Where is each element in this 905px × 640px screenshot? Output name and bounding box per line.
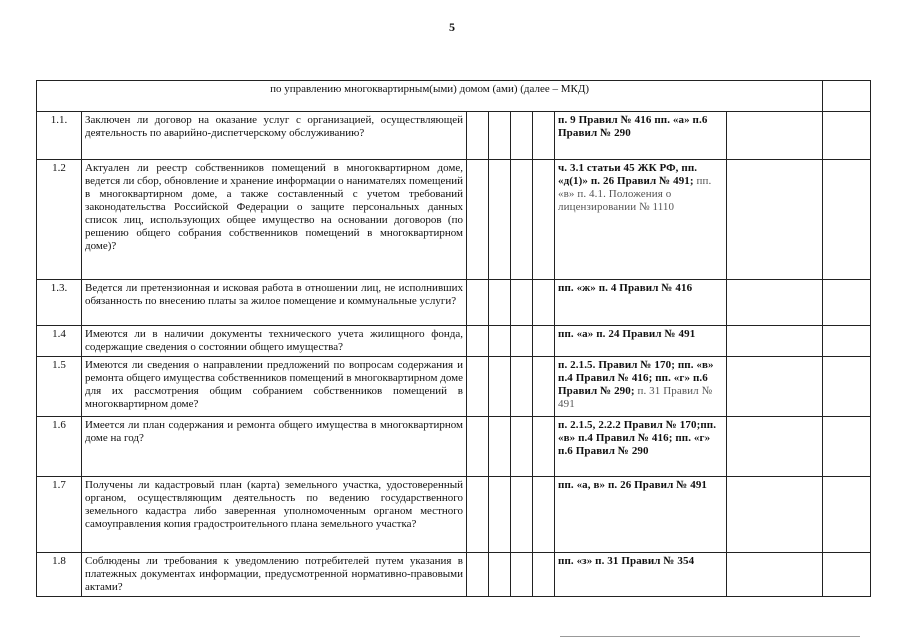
table-row: [37, 477, 871, 553]
reference-note: п. 31 Правил № 491: [558, 385, 713, 410]
reference-text: ч. 3.1 статьи 45 ЖК РФ, пп. «д(1)» п. 26 Правил № 491;: [558, 162, 698, 187]
row-number: 1.6: [37, 417, 82, 477]
table-row: [37, 417, 871, 477]
row-question: Имеется ли план содержания и ремонта общего имущества в многоквартирном доме на год?: [82, 417, 467, 477]
table-cell: [533, 477, 555, 553]
table-cell: [489, 553, 511, 597]
row-question: Имеются ли в наличии документы технического учета жилищного фонда, содержащие сведения о состоянии общего имущества?: [82, 326, 467, 357]
table-cell: [467, 280, 489, 326]
table-cell: [823, 81, 871, 112]
table-cell: [533, 357, 555, 417]
table-cell: [823, 477, 871, 553]
table-cell: [727, 280, 823, 326]
table-cell: [823, 357, 871, 417]
table-cell: [489, 326, 511, 357]
table-cell: [533, 160, 555, 280]
table-cell: [823, 553, 871, 597]
row-number: 1.3.: [37, 280, 82, 326]
page-number: 5: [449, 20, 455, 34]
table-cell: [467, 112, 489, 160]
row-reference: [555, 477, 727, 553]
table-cell: [467, 553, 489, 597]
table-cell: [489, 417, 511, 477]
checklist-table: [36, 80, 871, 597]
row-reference: [555, 280, 727, 326]
table-row: [37, 553, 871, 597]
row-question: Ведется ли претензионная и исковая работа в отношении лиц, не исполнивших обязанность по внесению платы за жилое помещение и коммунальные услуги?: [82, 280, 467, 326]
table-cell: [489, 112, 511, 160]
row-reference: [555, 553, 727, 597]
table-cell: [489, 477, 511, 553]
table-cell: [489, 280, 511, 326]
reference-text: пп. «а, в» п. 26 Правил № 491: [558, 479, 708, 491]
table-row: [37, 326, 871, 357]
table-row: [37, 160, 871, 280]
table-cell: [511, 357, 533, 417]
table-cell: [467, 357, 489, 417]
row-reference: [555, 417, 727, 477]
table-cell: [511, 553, 533, 597]
reference-text: п. 9 Правил № 416 пп. «а» п.6 Правил № 290: [558, 114, 708, 139]
table-header-row: [37, 81, 871, 112]
table-cell: [533, 326, 555, 357]
table-cell: [489, 160, 511, 280]
row-number: 1.2: [37, 160, 82, 280]
reference-text: п. 2.1.5. Правил № 170; пп. «в» п.4 Правил № 416; пп. «г» п.6 Правил № 290;: [558, 359, 714, 397]
table-cell: [489, 357, 511, 417]
reference-text: пп. «ж» п. 4 Правил № 416: [558, 282, 693, 294]
table-cell: [511, 160, 533, 280]
reference-text: пп. «з» п. 31 Правил № 354: [558, 555, 695, 567]
table-cell: [533, 417, 555, 477]
table-cell: [823, 417, 871, 477]
table-cell: [467, 160, 489, 280]
table-cell: [823, 326, 871, 357]
table-cell: [467, 326, 489, 357]
row-number: 1.8: [37, 553, 82, 597]
table-cell: [511, 112, 533, 160]
page-edge-line: [560, 636, 860, 637]
table-cell: [533, 280, 555, 326]
row-reference: [555, 357, 727, 417]
table-cell: [467, 477, 489, 553]
row-question: Получены ли кадастровый план (карта) земельного участка, удостоверенный органом, осуществляющим деятельность по ведению государственного земельного кадастра либо заверенная уполномоченным органом местного самоуправления копия градостроительного плана земельного участка?: [82, 477, 467, 553]
reference-note: пп. «в» п. 4.1. Положения о лицензировании № 1110: [558, 175, 712, 213]
table-cell: [727, 477, 823, 553]
table-cell: [533, 112, 555, 160]
row-number: 1.1.: [37, 112, 82, 160]
table-cell: [727, 160, 823, 280]
table-cell: [727, 112, 823, 160]
row-question: Заключен ли договор на оказание услуг с организацией, осуществляющей деятельность по аварийно-диспетчерскому обслуживанию?: [82, 112, 467, 160]
reference-text: п. 2.1.5, 2.2.2 Правил № 170;пп. «в» п.4 Правил № 416; пп. «г» п.6 Правил № 290: [558, 419, 717, 457]
table-cell: [823, 112, 871, 160]
table-cell: [727, 553, 823, 597]
row-question: Соблюдены ли требования к уведомлению потребителей путем указания в платежных документах информации, предусмотренной нормативно-правовыми актами?: [82, 553, 467, 597]
table-cell: [511, 280, 533, 326]
table-cell: [511, 477, 533, 553]
table-cell: [823, 160, 871, 280]
table-cell: [533, 553, 555, 597]
row-question: Имеются ли сведения о направлении предложений по вопросам содержания и ремонта общего имущества собственников помещений в многоквартирном доме для их рассмотрения общим собранием собственников помещений в многоквартирном доме?: [82, 357, 467, 417]
table-row: [37, 357, 871, 417]
table-cell: [467, 417, 489, 477]
table-row: [37, 280, 871, 326]
row-question: Актуален ли реестр собственников помещений в многоквартирном доме, ведется ли сбор, обновление и хранение информации о нанимателях помещений в многоквартирном доме, а также составленный с учетом требований законодательства Российской Федерации о защите персональных данных список лиц, использующих общее имущество на основании договоров (по решению общего собрания собственников помещений в многоквартирном доме)?: [82, 160, 467, 280]
row-number: 1.5: [37, 357, 82, 417]
table-cell: [511, 326, 533, 357]
table-cell: [727, 417, 823, 477]
reference-text: пп. «а» п. 24 Правил № 491: [558, 328, 696, 340]
row-reference: [555, 326, 727, 357]
table-cell: [727, 357, 823, 417]
table-cell: [511, 417, 533, 477]
section-header: по управлению многоквартирным(ыми) домом (ами) (далее – МКД): [37, 81, 823, 112]
row-reference: [555, 112, 727, 160]
row-number: 1.4: [37, 326, 82, 357]
table-row: [37, 112, 871, 160]
row-reference: [555, 160, 727, 280]
table-cell: [823, 280, 871, 326]
table-cell: [727, 326, 823, 357]
row-number: 1.7: [37, 477, 82, 553]
